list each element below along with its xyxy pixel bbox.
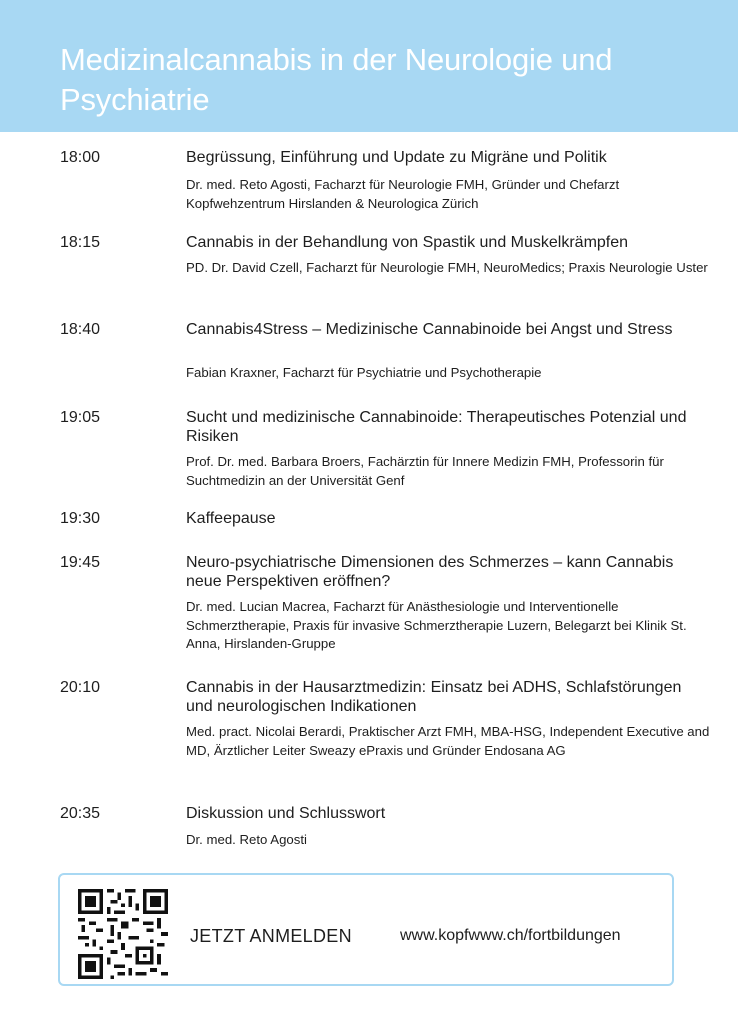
agenda-title: Kaffeepause	[186, 510, 276, 527]
page-title: Medizinalcannabis in der Neurologie und Psychiatrie	[60, 42, 613, 117]
register-now-label[interactable]: JETZT ANMELDEN	[190, 926, 352, 946]
registration-link[interactable]: www.kopfwww.ch/fortbildungen	[400, 927, 621, 944]
agenda-time: 19:05	[60, 409, 101, 426]
agenda-time: 18:15	[60, 234, 101, 251]
agenda-speaker: Prof. Dr. med. Barbara Broers, Fachärztin für Innere Medizin FMH, Professorin für Suchtmedizin an der Universität Genf	[186, 454, 664, 488]
agenda-time: 19:45	[60, 554, 101, 571]
agenda-speaker: Dr. med. Reto Agosti, Facharzt für Neurologie FMH, Gründer und Chefarzt Kopfwehzentrum Hirslanden & Neurologica Zürich	[186, 177, 620, 211]
agenda-time: 20:10	[60, 679, 101, 696]
agenda-speaker: Dr. med. Lucian Macrea, Facharzt für Anästhesiologie und Interventionelle Schmerztherapie, Praxis für invasive Schmerztherapie Luzern, Belegarzt bei Klinik St. Anna, Hirslanden-Gruppe	[186, 599, 687, 651]
agenda-title: Cannabis in der Hausarztmedizin: Einsatz bei ADHS, Schlafstörungen und neurologischen Indikationen	[186, 679, 682, 715]
agenda-speaker: Med. pract. Nicolai Berardi, Praktischer Arzt FMH, MBA-HSG, Independent Executive and MD, Ärztlicher Leiter Sweazy ePraxis und Gründer Endosana AG	[186, 724, 710, 758]
agenda-speaker: PD. Dr. David Czell, Facharzt für Neurologie FMH, NeuroMedics; Praxis Neurologie Uster	[186, 260, 708, 275]
agenda-time: 18:40	[60, 321, 101, 338]
agenda-speaker: Fabian Kraxner, Facharzt für Psychiatrie und Psychotherapie	[186, 365, 542, 380]
agenda-time: 18:00	[60, 149, 101, 166]
agenda-title: Sucht und medizinische Cannabinoide: Therapeutisches Potenzial und Risiken	[186, 409, 687, 445]
qr-code-icon[interactable]	[78, 889, 168, 979]
agenda-title: Cannabis4Stress – Medizinische Cannabinoide bei Angst und Stress	[186, 321, 673, 338]
registration-box	[58, 873, 674, 986]
agenda-title: Neuro-psychiatrische Dimensionen des Schmerzes – kann Cannabis neue Perspektiven eröffnen?	[186, 554, 674, 590]
agenda-time: 19:30	[60, 510, 101, 527]
header-banner	[0, 0, 738, 132]
agenda-title: Diskussion und Schlusswort	[186, 805, 386, 822]
agenda-title: Cannabis in der Behandlung von Spastik und Muskelkrämpfen	[186, 234, 629, 251]
agenda-title: Begrüssung, Einführung und Update zu Migräne und Politik	[186, 149, 607, 166]
agenda-time: 20:35	[60, 805, 101, 822]
agenda-speaker: Dr. med. Reto Agosti	[186, 832, 307, 847]
